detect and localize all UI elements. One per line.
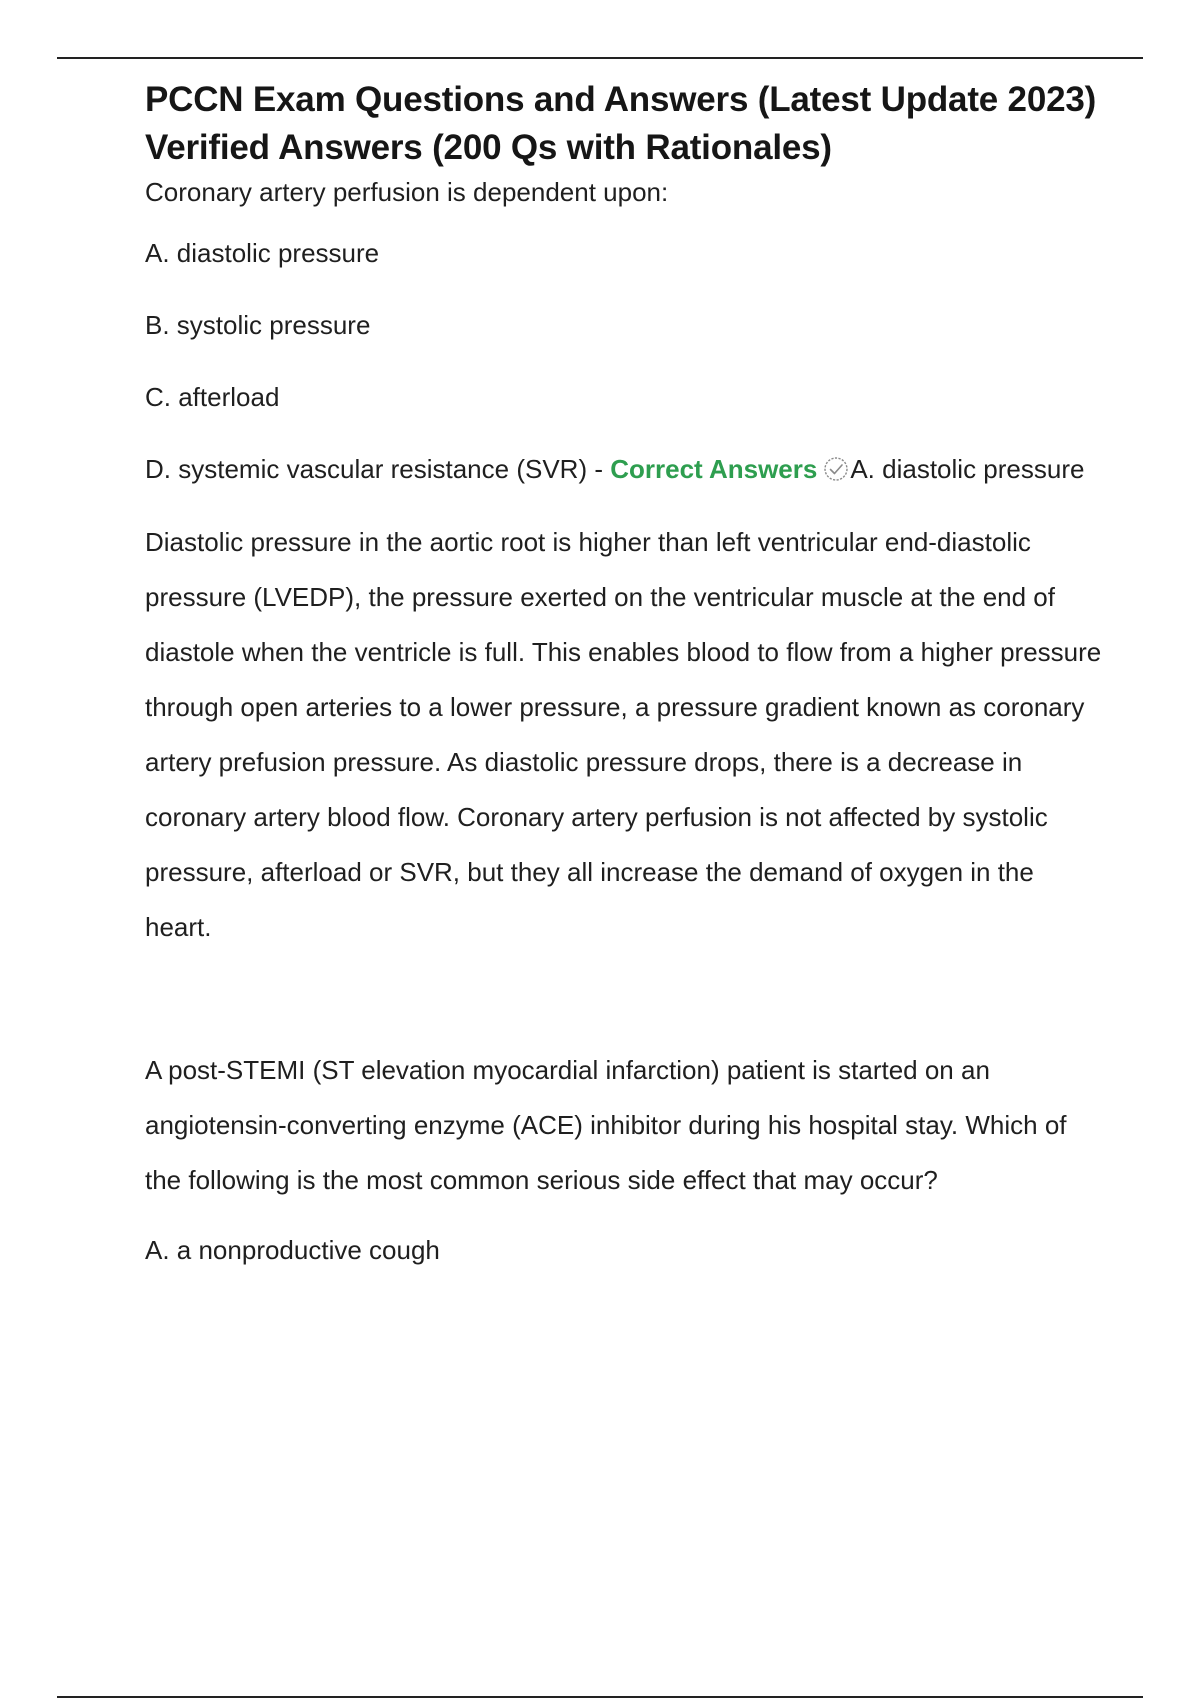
question-1-rationale: Diastolic pressure in the aortic root is higher than left ventricular end-diastolic pressure (LVEDP), the pressure exerted on the ventricular muscle at the end of diastole when the ventricle is full. This enables blood to flow from a higher pressure through open arteries to a lower pressure, a pressure gradient known as coronary artery prefusion pressure. As diastolic pressure drops, there is a decrease in coronary artery blood flow. Coronary artery perfusion is not affected by systolic pressure, afterload or SVR, but they all increase the demand of oxygen in the heart.	[145, 527, 1102, 942]
question-1-option-d: D. systemic vascular resistance (SVR) -	[145, 454, 611, 484]
question-2-stem: A post-STEMI (ST elevation myocardial infarction) patient is started on an angiotensin-converting enzyme (ACE) inhibitor during his hospital stay. Which of the following is the most common serious side effect that may occur?	[145, 1055, 1067, 1195]
question-1-stem: Coronary artery perfusion is dependent upon:	[145, 177, 669, 207]
question-1-answer: A. diastolic pressure	[850, 454, 1085, 484]
top-rule	[57, 57, 1143, 59]
correct-answers-label: Correct Answers	[610, 454, 818, 484]
question-1-option-b: B. systolic pressure	[145, 310, 371, 340]
question-2-option-a: A. a nonproductive cough	[145, 1235, 440, 1265]
check-circle-icon	[823, 456, 849, 482]
bottom-rule	[57, 1696, 1143, 1698]
question-1-option-a: A. diastolic pressure	[145, 238, 380, 268]
document-title: PCCN Exam Questions and Answers (Latest Update 2023) Verified Answers (200 Qs with Rationales)	[145, 80, 1097, 167]
question-1-option-c: C. afterload	[145, 382, 280, 412]
question-1-option-d-with-answer	[145, 442, 1105, 497]
document-page	[145, 70, 1105, 1278]
